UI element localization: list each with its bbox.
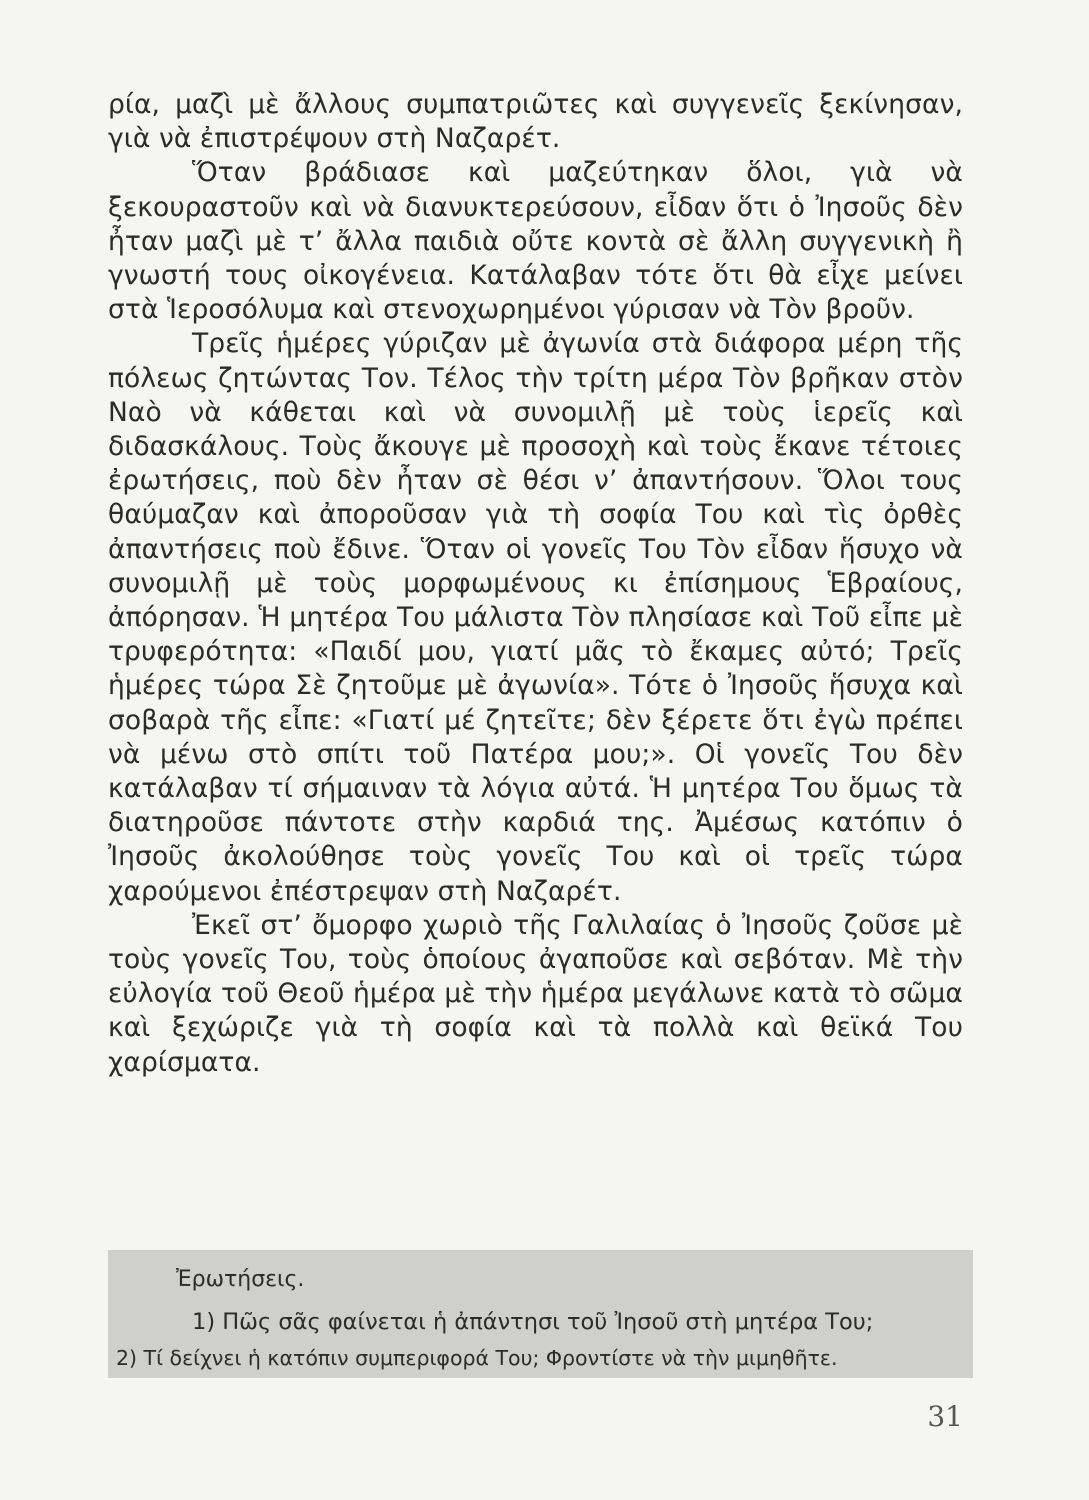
paragraph: Ὅταν βράδιασε καὶ μαζεύτηκαν ὅλοι, γιὰ νὰ ξεκουραστοῦν καὶ νὰ διανυκτερεύσουν, εἶδαν ὅτι ὁ Ἰησοῦς δὲν ἦταν μαζὶ μὲ τ’ ἄλλα παιδιὰ οὔτε κοντὰ σὲ ἄλλη συγγενικὴ ἢ γνωστή τους οἰκογένεια. Κατάλαβαν τότε ὅτι θὰ εἶχε μείνει στὰ Ἱεροσόλυμα καὶ στενοχωρημένοι γύρισαν νὰ Τὸν βροῦν. [108, 157, 963, 326]
question-2: 2) Τί δείχνει ἡ κατόπιν συμπεριφορά Του; Φροντίστε νὰ τὴν μιμηθῆτε. [116, 1346, 838, 1370]
question-1: 1) Πῶς σᾶς φαίνεται ἡ ἀπάντησι τοῦ Ἰησοῦ στὴ μητέρα Του; [192, 1309, 874, 1335]
paragraph-continuation: ρία, μαζὶ μὲ ἄλλους συμπατριῶτες καὶ συγγενεῖς ξεκίνησαν, γιὰ νὰ ἐπιστρέψουν στὴ Ναζαρέτ. [108, 89, 963, 155]
questions-title: Ἐρωτήσεις. [176, 1267, 305, 1292]
body-text [108, 88, 963, 1080]
paragraph: Ἐκεῖ στ’ ὄμορφο χωριὸ τῆς Γαλιλαίας ὁ Ἰησοῦς ζοῦσε μὲ τοὺς γονεῖς Του, τοὺς ὁποίους ἀγαποῦσε καὶ σεβόταν. Μὲ τὴν εὐλογία τοῦ Θεοῦ ἡμέρα μὲ τὴν ἡμέρα μεγάλωνε κατὰ τὸ σῶμα καὶ ξεχώριζε γιὰ τὴ σοφία καὶ τὰ πολλὰ καὶ θεϊκά Του χαρίσματα. [108, 909, 963, 1078]
questions-box [108, 1250, 973, 1378]
page-number: 31 [927, 1400, 963, 1433]
paragraph: Τρεῖς ἡμέρες γύριζαν μὲ ἀγωνία στὰ διάφορα μέρη τῆς πόλεως ζητώντας Τον. Τέλος τὴν τρίτη μέρα Τὸν βρῆκαν στὸν Ναὸ νὰ κάθεται καὶ νὰ συνομιλῇ μὲ τοὺς ἱερεῖς καὶ διδασκάλους. Τοὺς ἄκουγε μὲ προσοχὴ καὶ τοὺς ἔκανε τέτοιες ἐρωτήσεις, ποὺ δὲν ἦταν σὲ θέσι ν’ ἀπαντήσουν. Ὅλοι τους θαύμαζαν καὶ ἀποροῦσαν γιὰ τὴ σοφία Του καὶ τὶς ὀρθὲς ἀπαντήσεις ποὺ ἔδινε. Ὅταν οἱ γονεῖς Του Τὸν εἶδαν ἥσυχο νὰ συνομιλῇ μὲ τοὺς μορφωμένους κι ἐπίσημους Ἑβραίους, ἀπόρησαν. Ἡ μητέρα Του μάλιστα Τὸν πλησίασε καὶ Τοῦ εἶπε μὲ τρυφερότητα: «Παιδί μου, γιατί μᾶς τὸ ἔκαμες αὐτό; Τρεῖς ἡμέρες τώρα Σὲ ζητοῦμε μὲ ἀγωνία». Τότε ὁ Ἰησοῦς ἥσυχα καὶ σοβαρὰ τῆς εἶπε: «Γιατί μέ ζητεῖτε; δὲν ξέρετε ὅτι ἐγὼ πρέπει νὰ μένω στὸ σπίτι τοῦ Πατέρα μου;». Οἱ γονεῖς Του δὲν κατάλαβαν τί σήμαιναν τὰ λόγια αὐτά. Ἡ μητέρα Του ὅμως τὰ διατηροῦσε πάντοτε στὴν καρδιά της. Ἀμέσως κατόπιν ὁ Ἰησοῦς ἀκολούθησε τοὺς γονεῖς Του καὶ οἱ τρεῖς τώρα χαρούμενοι ἐπέστρεψαν στὴ Ναζαρέτ. [108, 328, 963, 907]
